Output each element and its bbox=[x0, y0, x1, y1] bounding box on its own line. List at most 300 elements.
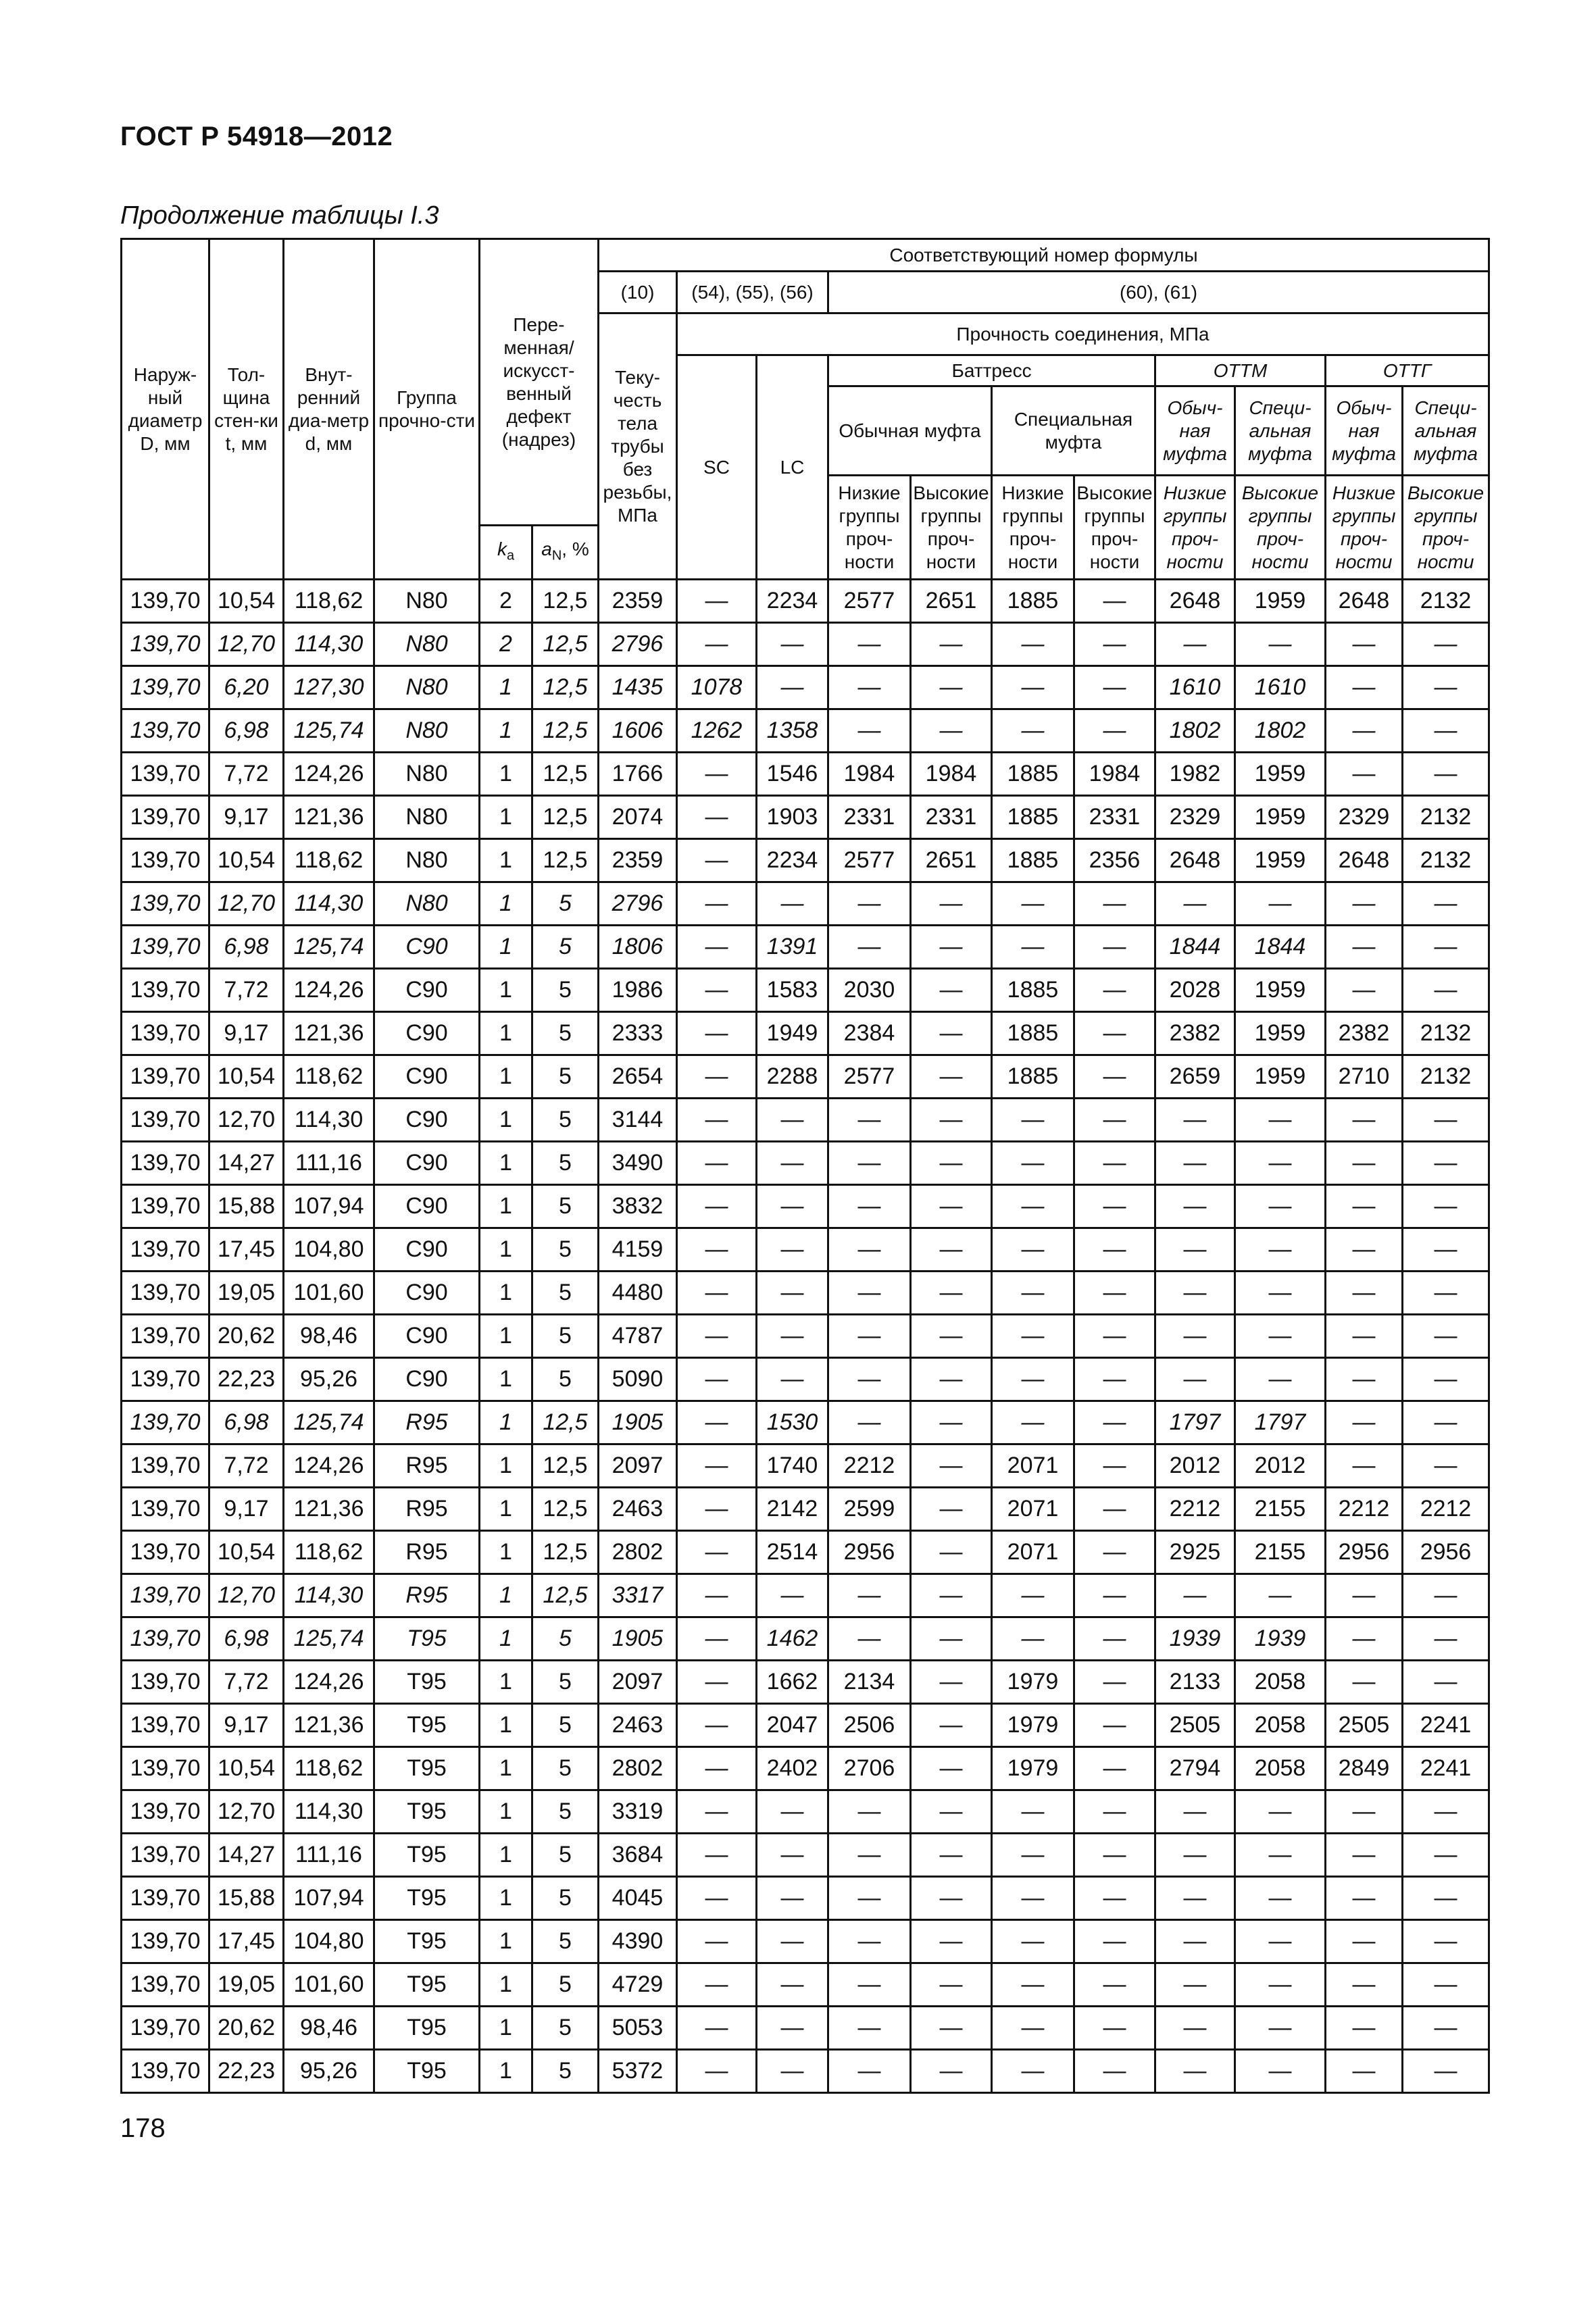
col-header-yield: Теку-честь тела трубы без резьбы, МПа bbox=[599, 313, 677, 580]
table-cell: N80 bbox=[374, 709, 480, 753]
table-cell: 121,36 bbox=[284, 1488, 374, 1531]
table-cell: 1 bbox=[480, 1401, 532, 1444]
table-cell: R95 bbox=[374, 1401, 480, 1444]
table-cell: — bbox=[1074, 1012, 1155, 1055]
table-cell: N80 bbox=[374, 623, 480, 666]
table-cell: 5 bbox=[532, 1877, 599, 1920]
table-cell: 2212 bbox=[828, 1444, 911, 1488]
table-cell: — bbox=[677, 882, 757, 926]
table-cell: 1 bbox=[480, 969, 532, 1012]
table-row bbox=[122, 1012, 1489, 1055]
table-cell: 1358 bbox=[757, 709, 828, 753]
table-cell: — bbox=[911, 1012, 992, 1055]
table-cell: 139,70 bbox=[122, 1661, 209, 1704]
table-cell: — bbox=[911, 1834, 992, 1877]
table-cell: 2132 bbox=[1403, 580, 1489, 623]
table-cell: 12,5 bbox=[532, 623, 599, 666]
table-cell: — bbox=[757, 1142, 828, 1185]
table-cell: 5 bbox=[532, 926, 599, 969]
table-cell: 139,70 bbox=[122, 2050, 209, 2093]
table-cell: 1885 bbox=[992, 1012, 1074, 1055]
table-cell: — bbox=[828, 1272, 911, 1315]
table-cell: 1546 bbox=[757, 753, 828, 796]
table-cell: — bbox=[1074, 1661, 1155, 1704]
table-row bbox=[122, 1963, 1489, 2007]
table-cell: 2359 bbox=[599, 580, 677, 623]
table-cell: — bbox=[1074, 1272, 1155, 1315]
table-cell: 1844 bbox=[1235, 926, 1326, 969]
table-cell: 2012 bbox=[1235, 1444, 1326, 1488]
table-cell: 2097 bbox=[599, 1444, 677, 1488]
table-cell: 12,5 bbox=[532, 839, 599, 882]
table-cell: — bbox=[828, 2007, 911, 2050]
table-cell: 2 bbox=[480, 580, 532, 623]
table-cell: 1903 bbox=[757, 796, 828, 839]
table-cell: — bbox=[1074, 1920, 1155, 1963]
table-cell: 2331 bbox=[911, 796, 992, 839]
table-cell: 1391 bbox=[757, 926, 828, 969]
table-cell: — bbox=[1235, 1315, 1326, 1358]
table-cell: — bbox=[677, 969, 757, 1012]
table-cell: 1 bbox=[480, 839, 532, 882]
table-cell: 1766 bbox=[599, 753, 677, 796]
table-cell: — bbox=[1403, 623, 1489, 666]
table-cell: — bbox=[911, 666, 992, 709]
table-cell: — bbox=[828, 1358, 911, 1401]
table-cell: — bbox=[911, 1661, 992, 1704]
table-cell: — bbox=[1155, 2007, 1235, 2050]
table-cell: 3319 bbox=[599, 1790, 677, 1834]
table-cell: 1 bbox=[480, 1228, 532, 1272]
table-cell: 1802 bbox=[1235, 709, 1326, 753]
table-cell: 20,62 bbox=[209, 1315, 284, 1358]
table-cell: 1 bbox=[480, 1142, 532, 1185]
table-cell: — bbox=[757, 1790, 828, 1834]
table-cell: 2074 bbox=[599, 796, 677, 839]
table-cell: 2651 bbox=[911, 839, 992, 882]
table-cell: 139,70 bbox=[122, 1834, 209, 1877]
table-cell: 101,60 bbox=[284, 1963, 374, 2007]
table-cell: — bbox=[828, 1920, 911, 1963]
table-cell: T95 bbox=[374, 1920, 480, 1963]
table-cell: — bbox=[677, 1055, 757, 1099]
table-cell: — bbox=[677, 1099, 757, 1142]
table-cell: C90 bbox=[374, 969, 480, 1012]
table-row bbox=[122, 839, 1489, 882]
table-cell: C90 bbox=[374, 926, 480, 969]
table-cell: 2599 bbox=[828, 1488, 911, 1531]
table-cell: 3684 bbox=[599, 1834, 677, 1877]
table-cell: 1662 bbox=[757, 1661, 828, 1704]
col-header-sc: SC bbox=[677, 355, 757, 580]
table-cell: 12,5 bbox=[532, 1488, 599, 1531]
table-cell: — bbox=[1235, 1790, 1326, 1834]
page-number: 178 bbox=[120, 2113, 166, 2143]
table-cell: 22,23 bbox=[209, 1358, 284, 1401]
table-cell: 2505 bbox=[1155, 1704, 1235, 1747]
table-cell: — bbox=[911, 1963, 992, 2007]
table-cell: 12,5 bbox=[532, 666, 599, 709]
table-cell: — bbox=[1074, 1747, 1155, 1790]
table-cell: — bbox=[1326, 926, 1403, 969]
table-cell: — bbox=[1403, 1099, 1489, 1142]
table-cell: — bbox=[1403, 1401, 1489, 1444]
table-cell: 139,70 bbox=[122, 1401, 209, 1444]
table-cell: — bbox=[757, 623, 828, 666]
table-cell: 5372 bbox=[599, 2050, 677, 2093]
table-row bbox=[122, 580, 1489, 623]
table-cell: 5 bbox=[532, 1185, 599, 1228]
table-cell: 2142 bbox=[757, 1488, 828, 1531]
table-cell: 6,20 bbox=[209, 666, 284, 709]
table-cell: — bbox=[1326, 1963, 1403, 2007]
table-cell: 139,70 bbox=[122, 1531, 209, 1574]
table-cell: R95 bbox=[374, 1444, 480, 1488]
table-cell: 20,62 bbox=[209, 2007, 284, 2050]
table-cell: 139,70 bbox=[122, 1012, 209, 1055]
table-cell: — bbox=[677, 580, 757, 623]
table-cell: T95 bbox=[374, 2007, 480, 2050]
table-cell: — bbox=[1074, 1142, 1155, 1185]
table-cell: — bbox=[1403, 2050, 1489, 2093]
table-cell: 2132 bbox=[1403, 839, 1489, 882]
table-cell: 1 bbox=[480, 1574, 532, 1617]
table-row bbox=[122, 2007, 1489, 2050]
table-cell: — bbox=[1403, 1358, 1489, 1401]
table-cell: 139,70 bbox=[122, 1704, 209, 1747]
table-cell: — bbox=[1074, 926, 1155, 969]
table-cell: — bbox=[992, 1315, 1074, 1358]
table-cell: — bbox=[911, 709, 992, 753]
table-cell: T95 bbox=[374, 1877, 480, 1920]
table-cell: 1959 bbox=[1235, 839, 1326, 882]
table-row bbox=[122, 1704, 1489, 1747]
table-cell: 1905 bbox=[599, 1617, 677, 1661]
table-cell: 12,70 bbox=[209, 1790, 284, 1834]
table-row bbox=[122, 1315, 1489, 1358]
table-cell: 127,30 bbox=[284, 666, 374, 709]
table-cell: 139,70 bbox=[122, 1488, 209, 1531]
table-cell: 2463 bbox=[599, 1704, 677, 1747]
table-cell: 5 bbox=[532, 2007, 599, 2050]
table-cell: — bbox=[992, 1185, 1074, 1228]
table-cell: 1 bbox=[480, 1747, 532, 1790]
table-cell: — bbox=[1074, 1704, 1155, 1747]
table-row bbox=[122, 1661, 1489, 1704]
data-table bbox=[120, 238, 1490, 2094]
table-cell: 3144 bbox=[599, 1099, 677, 1142]
table-cell: — bbox=[911, 1142, 992, 1185]
table-row bbox=[122, 1834, 1489, 1877]
table-cell: 101,60 bbox=[284, 1272, 374, 1315]
table-cell: — bbox=[911, 1099, 992, 1142]
table-cell: 3490 bbox=[599, 1142, 677, 1185]
table-cell: 121,36 bbox=[284, 796, 374, 839]
table-cell: 5 bbox=[532, 1834, 599, 1877]
col-header-ottg-regular: Обыч-ная муфта bbox=[1326, 386, 1403, 476]
table-cell: — bbox=[911, 1488, 992, 1531]
table-cell: 118,62 bbox=[284, 1531, 374, 1574]
table-cell: 124,26 bbox=[284, 753, 374, 796]
col-header-high: Высокие группы проч-ности bbox=[911, 476, 992, 580]
table-cell: — bbox=[911, 1358, 992, 1401]
table-cell: — bbox=[1326, 753, 1403, 796]
table-cell: 139,70 bbox=[122, 709, 209, 753]
table-cell: — bbox=[1074, 1185, 1155, 1228]
table-cell: — bbox=[911, 1574, 992, 1617]
table-cell: — bbox=[1235, 1963, 1326, 2007]
table-cell: 2058 bbox=[1235, 1747, 1326, 1790]
table-row bbox=[122, 1358, 1489, 1401]
table-cell: — bbox=[677, 1358, 757, 1401]
table-cell: — bbox=[1235, 1574, 1326, 1617]
table-cell: 1 bbox=[480, 1531, 532, 1574]
table-cell: 17,45 bbox=[209, 1920, 284, 1963]
table-cell: 2155 bbox=[1235, 1488, 1326, 1531]
table-cell: T95 bbox=[374, 1661, 480, 1704]
table-cell: — bbox=[911, 1790, 992, 1834]
table-cell: 3317 bbox=[599, 1574, 677, 1617]
table-cell: 2402 bbox=[757, 1747, 828, 1790]
table-cell: — bbox=[1155, 1963, 1235, 2007]
table-cell: — bbox=[1155, 1272, 1235, 1315]
table-cell: 104,80 bbox=[284, 1228, 374, 1272]
table-cell: 1 bbox=[480, 1185, 532, 1228]
table-cell: — bbox=[1074, 1617, 1155, 1661]
table-cell: 5 bbox=[532, 1963, 599, 2007]
table-cell: 114,30 bbox=[284, 882, 374, 926]
table-cell: — bbox=[677, 1877, 757, 1920]
table-cell: — bbox=[911, 926, 992, 969]
table-cell: 114,30 bbox=[284, 1790, 374, 1834]
table-cell: 5090 bbox=[599, 1358, 677, 1401]
table-cell: — bbox=[1074, 580, 1155, 623]
table-cell: — bbox=[1074, 1531, 1155, 1574]
table-cell: 139,70 bbox=[122, 1963, 209, 2007]
table-cell: 121,36 bbox=[284, 1704, 374, 1747]
table-cell: 15,88 bbox=[209, 1185, 284, 1228]
table-cell: — bbox=[1403, 1877, 1489, 1920]
table-cell: 1 bbox=[480, 753, 532, 796]
table-cell: 1959 bbox=[1235, 969, 1326, 1012]
table-row bbox=[122, 1877, 1489, 1920]
table-cell: 1979 bbox=[992, 1747, 1074, 1790]
table-cell: 1959 bbox=[1235, 1055, 1326, 1099]
table-cell: — bbox=[992, 1790, 1074, 1834]
table-cell: 12,70 bbox=[209, 1099, 284, 1142]
table-cell: — bbox=[1235, 1877, 1326, 1920]
col-header-f54: (54), (55), (56) bbox=[677, 272, 828, 313]
table-row bbox=[122, 1531, 1489, 1574]
table-cell: 2212 bbox=[1326, 1488, 1403, 1531]
table-cell: 111,16 bbox=[284, 1834, 374, 1877]
table-cell: 1802 bbox=[1155, 709, 1235, 753]
table-cell: — bbox=[677, 796, 757, 839]
table-cell: — bbox=[1074, 1099, 1155, 1142]
table-cell: T95 bbox=[374, 1790, 480, 1834]
table-cell: 139,70 bbox=[122, 1099, 209, 1142]
table-cell: — bbox=[677, 753, 757, 796]
col-header-buttress: Баттресс bbox=[828, 355, 1155, 386]
table-cell: 5 bbox=[532, 1099, 599, 1142]
table-cell: 1 bbox=[480, 1272, 532, 1315]
table-cell: — bbox=[1403, 1228, 1489, 1272]
table-cell: 2648 bbox=[1326, 580, 1403, 623]
table-cell: 2710 bbox=[1326, 1055, 1403, 1099]
table-cell: — bbox=[911, 882, 992, 926]
table-cell: — bbox=[1326, 1142, 1403, 1185]
table-cell: — bbox=[1235, 1185, 1326, 1228]
table-cell: — bbox=[828, 2050, 911, 2093]
table-cell: — bbox=[677, 1531, 757, 1574]
table-cell: — bbox=[1074, 882, 1155, 926]
table-cell: 5 bbox=[532, 1790, 599, 1834]
table-cell: 5 bbox=[532, 969, 599, 1012]
table-row bbox=[122, 1055, 1489, 1099]
table-cell: — bbox=[1403, 1920, 1489, 1963]
table-cell: 1 bbox=[480, 1920, 532, 1963]
table-cell: 10,54 bbox=[209, 1531, 284, 1574]
table-row bbox=[122, 882, 1489, 926]
table-cell: — bbox=[911, 1877, 992, 1920]
table-cell: — bbox=[1235, 1358, 1326, 1401]
table-cell: 2234 bbox=[757, 580, 828, 623]
table-cell: 12,5 bbox=[532, 1444, 599, 1488]
table-cell: — bbox=[1074, 1358, 1155, 1401]
col-header-high: Высокие группы проч-ности bbox=[1074, 476, 1155, 580]
table-cell: 124,26 bbox=[284, 1661, 374, 1704]
table-cell: — bbox=[992, 666, 1074, 709]
table-cell: 2796 bbox=[599, 623, 677, 666]
table-cell: — bbox=[828, 882, 911, 926]
table-cell: 7,72 bbox=[209, 1444, 284, 1488]
table-cell: — bbox=[1235, 623, 1326, 666]
table-row bbox=[122, 926, 1489, 969]
table-cell: 1949 bbox=[757, 1012, 828, 1055]
table-cell: 5 bbox=[532, 1012, 599, 1055]
table-cell: 4787 bbox=[599, 1315, 677, 1358]
table-cell: — bbox=[1403, 1661, 1489, 1704]
table-cell: 1797 bbox=[1235, 1401, 1326, 1444]
table-cell: — bbox=[677, 1401, 757, 1444]
table-cell: R95 bbox=[374, 1488, 480, 1531]
col-header-ottm-special: Специ-альная муфта bbox=[1235, 386, 1326, 476]
col-header-ka: $k_a$ bbox=[480, 526, 532, 580]
table-cell: 1583 bbox=[757, 969, 828, 1012]
table-cell: 9,17 bbox=[209, 1488, 284, 1531]
table-cell: 2288 bbox=[757, 1055, 828, 1099]
table-row bbox=[122, 666, 1489, 709]
table-cell: 5 bbox=[532, 1920, 599, 1963]
table-cell: 4045 bbox=[599, 1877, 677, 1920]
table-row bbox=[122, 753, 1489, 796]
table-cell: — bbox=[1155, 1142, 1235, 1185]
table-cell: 9,17 bbox=[209, 796, 284, 839]
table-cell: 5 bbox=[532, 1228, 599, 1272]
table-cell: — bbox=[1403, 1834, 1489, 1877]
table-cell: — bbox=[1326, 1315, 1403, 1358]
col-header-ottm-regular: Обыч-ная муфта bbox=[1155, 386, 1235, 476]
table-cell: — bbox=[828, 1228, 911, 1272]
table-cell: 139,70 bbox=[122, 796, 209, 839]
table-cell: — bbox=[1074, 1963, 1155, 2007]
col-header-f60: (60), (61) bbox=[828, 272, 1489, 313]
table-cell: 2241 bbox=[1403, 1704, 1489, 1747]
table-cell: — bbox=[1403, 1444, 1489, 1488]
table-row bbox=[122, 1185, 1489, 1228]
table-cell: 1959 bbox=[1235, 753, 1326, 796]
table-cell: — bbox=[1155, 1099, 1235, 1142]
table-cell: — bbox=[1403, 926, 1489, 969]
table-cell: — bbox=[1155, 1920, 1235, 1963]
table-cell: 17,45 bbox=[209, 1228, 284, 1272]
table-cell: 2058 bbox=[1235, 1661, 1326, 1704]
table-cell: 139,70 bbox=[122, 926, 209, 969]
table-row bbox=[122, 623, 1489, 666]
table-cell: 139,70 bbox=[122, 1790, 209, 1834]
table-row bbox=[122, 1142, 1489, 1185]
table-cell: 125,74 bbox=[284, 709, 374, 753]
table-cell: — bbox=[677, 1142, 757, 1185]
table-cell: 2956 bbox=[1326, 1531, 1403, 1574]
table-cell: — bbox=[1074, 969, 1155, 1012]
table-cell: — bbox=[1326, 1358, 1403, 1401]
table-cell: — bbox=[677, 623, 757, 666]
table-cell: 14,27 bbox=[209, 1142, 284, 1185]
table-cell: 1959 bbox=[1235, 1012, 1326, 1055]
table-cell: 1606 bbox=[599, 709, 677, 753]
table-cell: — bbox=[1326, 1444, 1403, 1488]
table-cell: — bbox=[1155, 1877, 1235, 1920]
table-cell: — bbox=[1074, 2007, 1155, 2050]
table-cell: 2047 bbox=[757, 1704, 828, 1747]
table-cell: T95 bbox=[374, 1617, 480, 1661]
table-cell: — bbox=[992, 2050, 1074, 2093]
table-cell: 2097 bbox=[599, 1661, 677, 1704]
table-row bbox=[122, 1488, 1489, 1531]
table-cell: — bbox=[757, 1272, 828, 1315]
table-cell: — bbox=[757, 1834, 828, 1877]
table-cell: 2359 bbox=[599, 839, 677, 882]
table-cell: 2956 bbox=[1403, 1531, 1489, 1574]
table-cell: — bbox=[828, 1401, 911, 1444]
table-cell: — bbox=[757, 1185, 828, 1228]
table-row bbox=[122, 969, 1489, 1012]
col-header-low: Низкие группы проч-ности bbox=[1155, 476, 1235, 580]
table-cell: 1959 bbox=[1235, 580, 1326, 623]
table-cell: — bbox=[1326, 1661, 1403, 1704]
col-header-buttress-special: Специальная муфта bbox=[992, 386, 1155, 476]
table-cell: 114,30 bbox=[284, 1574, 374, 1617]
table-cell: 1984 bbox=[828, 753, 911, 796]
table-cell: — bbox=[828, 666, 911, 709]
table-cell: — bbox=[911, 2007, 992, 2050]
table-cell: — bbox=[677, 1617, 757, 1661]
table-cell: 2028 bbox=[1155, 969, 1235, 1012]
table-cell: 1 bbox=[480, 1055, 532, 1099]
table-cell: — bbox=[1326, 1617, 1403, 1661]
table-cell: 107,94 bbox=[284, 1185, 374, 1228]
table-cell: T95 bbox=[374, 1747, 480, 1790]
table-row bbox=[122, 796, 1489, 839]
table-cell: 5 bbox=[532, 1617, 599, 1661]
table-cell: 2132 bbox=[1403, 796, 1489, 839]
table-cell: 2234 bbox=[757, 839, 828, 882]
table-cell: T95 bbox=[374, 1704, 480, 1747]
table-cell: — bbox=[911, 623, 992, 666]
table-cell: 1 bbox=[480, 1099, 532, 1142]
table-cell: 2506 bbox=[828, 1704, 911, 1747]
